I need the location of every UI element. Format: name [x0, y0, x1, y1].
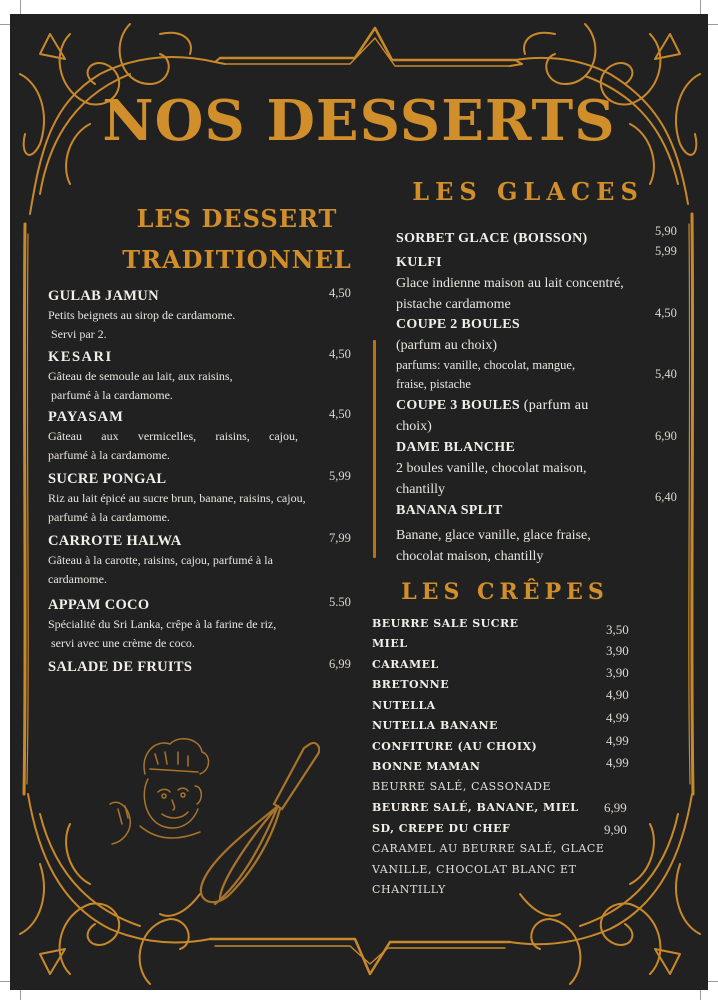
item-price: 4,50: [329, 407, 351, 421]
item-name: SORBET GLACE (BOISSON): [396, 231, 588, 246]
item-price: 9,90: [604, 822, 627, 837]
menu-item: [396, 314, 630, 394]
menu-item: [48, 347, 358, 405]
item-name: GULAB JAMUN: [48, 288, 159, 304]
crop-mark: [700, 0, 701, 14]
item-price: 4,99: [606, 755, 629, 770]
item-name: BONNE MAMAN: [372, 760, 481, 773]
item-price: 6,90: [655, 429, 677, 443]
menu-panel: [10, 14, 708, 990]
menu-item: [48, 286, 358, 344]
item-description: Riz au lait épicé au sucre brun, banane, raisins, cajou,: [48, 491, 306, 505]
item-price: 4,99: [606, 710, 629, 725]
item-price: 7,99: [329, 531, 351, 545]
item-price: 5,90: [655, 224, 677, 238]
menu-item: [396, 500, 630, 567]
item-description: fraise, pistache: [396, 377, 471, 391]
item-name: APPAM COCO: [48, 597, 150, 613]
crop-mark: [708, 24, 718, 25]
crop-mark: [20, 0, 21, 14]
menu-item: [396, 252, 630, 315]
item-description: VANILLE, CHOCOLAT BLANC ET: [372, 863, 577, 876]
item-description: Petits beignets au sirop de cardamome.: [48, 308, 236, 322]
menu-item: [48, 595, 358, 653]
item-name: CARROTE HALWA: [48, 533, 182, 549]
item-price: 3,90: [606, 665, 629, 680]
item-price: 5,99: [329, 469, 351, 483]
item-description: parfumé à la cardamome.: [48, 448, 170, 462]
item-price: 4,50: [329, 347, 351, 361]
crop-mark: [708, 981, 718, 982]
section-title-line: TRADITIONNEL: [122, 245, 352, 274]
crop-mark: [0, 24, 10, 25]
item-name: DAME BLANCHE: [396, 440, 516, 455]
item-name: KESARI: [48, 349, 113, 365]
item-description: 2 boules vanille, chocolat maison,: [396, 461, 587, 476]
menu-item: [48, 469, 358, 527]
item-name: SUCRE PONGAL: [48, 471, 167, 487]
section-title-crepes: LES CRÊPES: [401, 579, 609, 605]
item-name: KULFI: [396, 255, 442, 270]
item-description: chocolat maison, chantilly: [396, 549, 544, 564]
item-description: servi avec une crème de coco.: [48, 636, 195, 650]
menu-item: [48, 531, 358, 589]
menu-item: [396, 228, 630, 249]
item-name: CONFITURE (AU CHOIX): [372, 740, 538, 753]
whisk-illustration-icon: [190, 734, 320, 914]
item-description: parfums: vanille, chocolat, mangue,: [396, 358, 576, 372]
item-price: 4,50: [329, 286, 351, 300]
section-title-glaces: LES GLACES: [412, 177, 644, 206]
crop-mark: [700, 990, 701, 1000]
crop-mark: [20, 990, 21, 1000]
item-description: parfumé à la cardamome.: [48, 388, 173, 402]
vertical-divider: [373, 340, 376, 558]
item-name: BRETONNE: [372, 678, 450, 691]
item-description: Gâteau de semoule au lait, aux raisins,: [48, 369, 233, 383]
page-title: NOS DESSERTS: [102, 88, 616, 154]
item-name: SD, CREPE DU CHEF: [372, 822, 511, 835]
item-description: (parfum au choix): [396, 338, 498, 353]
item-price: 6,99: [329, 657, 351, 671]
item-price: 5,40: [655, 367, 677, 381]
item-price: 3,50: [606, 622, 629, 637]
item-description: Servi par 2.: [48, 327, 107, 341]
item-price: 5,99: [655, 244, 677, 258]
section-title-traditionnel: [72, 198, 402, 280]
item-description: Banane, glace vanille, glace fraise,: [396, 528, 591, 543]
item-price: 5.50: [329, 595, 351, 609]
item-name: COUPE 2 BOULES: [396, 317, 520, 332]
menu-item: [48, 657, 358, 677]
item-description: BEURRE SALÉ, CASSONADE: [372, 780, 552, 793]
item-name: BEURRE SALE SUCRE: [372, 617, 519, 630]
item-description: Glace indienne maison au lait concentré,: [396, 276, 624, 291]
item-name: MIEL: [372, 637, 408, 650]
item-description: chantilly: [396, 482, 445, 497]
item-description: Spécialité du Sri Lanka, crêpe à la farine de riz,: [48, 617, 277, 631]
item-name: BANANA SPLIT: [396, 503, 503, 518]
crop-mark: [0, 981, 10, 982]
item-name-bold: COUPE 3 BOULES: [396, 398, 520, 413]
item-price: 6,40: [655, 490, 677, 504]
menu-item: [396, 437, 630, 500]
item-price: 3,90: [606, 643, 629, 658]
item-description: pistache cardamome: [396, 297, 511, 312]
item-description: CARAMEL AU BEURRE SALÉ, GLACE: [372, 842, 605, 855]
item-price: 4,50: [655, 306, 677, 320]
item-name: BEURRE SALÉ, BANANE, MIEL: [372, 801, 579, 814]
item-description: choix): [396, 419, 432, 434]
item-price: 4,90: [606, 687, 629, 702]
item-description: Gâteau aux vermicelles, raisins, cajou,: [48, 429, 298, 443]
item-name: SALADE DE FRUITS: [48, 659, 193, 675]
item-name: NUTELLA BANANE: [372, 719, 498, 732]
item-description: parfumé à la cardamome.: [48, 510, 170, 524]
item-price: 6,99: [604, 800, 627, 815]
item-price: 4,99: [606, 733, 629, 748]
menu-item: [396, 395, 630, 437]
item-name: NUTELLA: [372, 699, 436, 712]
item-description: Gâteau à la carotte, raisins, cajou, parfumé à la: [48, 553, 273, 567]
item-name: PAYASAM: [48, 409, 124, 425]
section-title-line: LES DESSERT: [136, 204, 338, 233]
item-description: CHANTILLY: [372, 883, 446, 896]
menu-item: [48, 407, 358, 465]
item-name-suffix: (parfum au: [520, 398, 589, 413]
item-name: CARAMEL: [372, 658, 439, 671]
item-name: [396, 395, 630, 416]
item-description: cardamome.: [48, 572, 107, 586]
